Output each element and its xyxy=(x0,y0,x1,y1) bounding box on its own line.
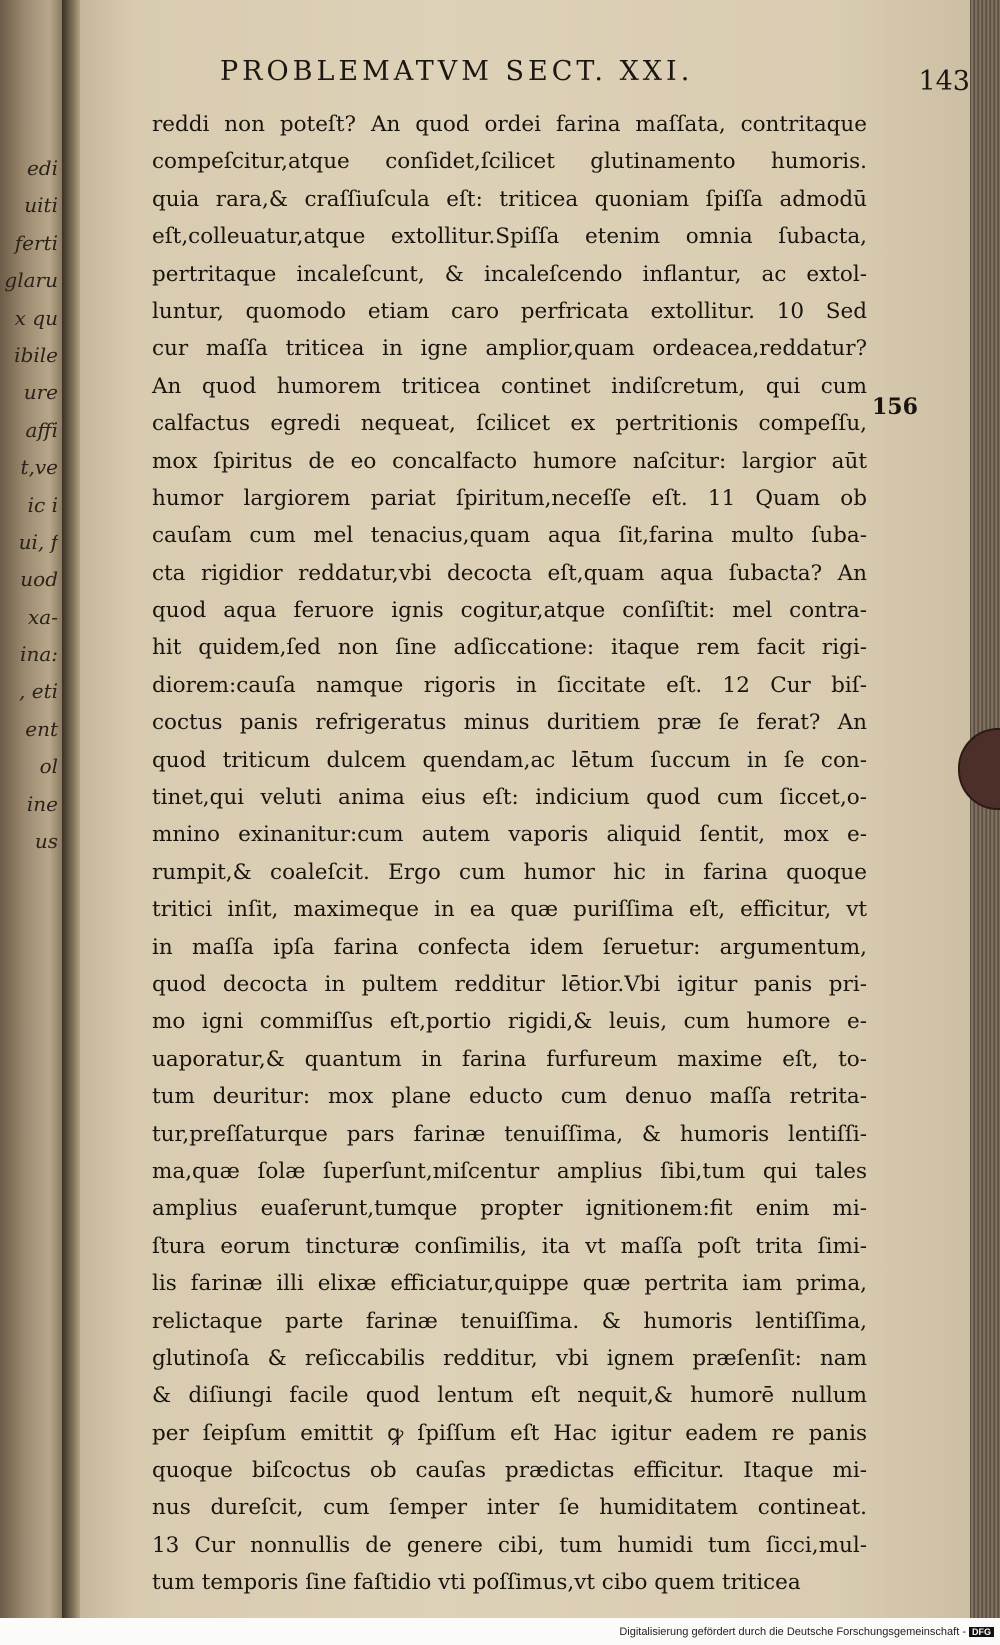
previous-page-fragment: , eti xyxy=(19,679,58,704)
previous-page-fragment: ibile xyxy=(14,342,58,367)
text-line: quod triticum dulcem quendam,ac lētum ſuccum in ſe con- xyxy=(152,747,867,773)
page-number: 143 xyxy=(918,66,970,97)
text-line: tum deuritur: mox plane educto cum denuo maſſa retrita- xyxy=(152,1084,867,1110)
previous-page-fragment: uiti xyxy=(24,193,58,218)
text-line: humor largiorem pariat ſpiritum,neceſſe eſt. 11 Quam ob xyxy=(152,485,867,511)
previous-page-fragment: t,ve xyxy=(20,455,58,480)
digitization-credit xyxy=(619,1626,994,1638)
previous-page-fragment: edi xyxy=(26,156,58,180)
text-line: tinet,qui veluti anima eius eſt: indicium quod cum ſiccet,o- xyxy=(152,785,867,811)
text-line: per ſeipſum emittit ꝙ ſpiſſum eſt Hac igitur eadem re panis xyxy=(152,1420,867,1446)
book-gutter xyxy=(62,0,80,1618)
text-line: amplius euaſerunt,tumque propter ignitionem:fit enim mi- xyxy=(152,1196,867,1222)
previous-page-edge xyxy=(0,0,62,1618)
text-line: tum temporis ſine faſtidio vti poſſimus,vt cibo quem triticea xyxy=(152,1570,801,1596)
body-text xyxy=(152,106,867,1602)
previous-page-fragment: ui, f xyxy=(18,529,58,554)
text-line: lis farinæ illi elixæ efficiatur,quippe quæ pertrita iam prima, xyxy=(152,1271,867,1297)
text-line: reddi non poteſt? An quod ordei farina maſſata, contritaque xyxy=(152,112,867,137)
text-line: nus dureſcit, cum ſemper inter ſe humiditatem contineat. xyxy=(152,1495,867,1521)
page-header xyxy=(210,56,970,96)
text-line: in maſſa ipſa farina confecta idem ſeruetur: argumentum, xyxy=(152,934,867,960)
text-line: glutinoſa & reſiccabilis redditur, vbi ignem præſenſit: nam xyxy=(152,1345,867,1371)
previous-page-fragment: affi xyxy=(25,417,58,442)
previous-page-text xyxy=(2,150,58,860)
text-line: ſtura eorum tincturæ conſimilis, ita vt maſſa poſt trita ſimi- xyxy=(152,1233,867,1259)
text-line: diorem:cauſa namque rigoris in ſiccitate eſt. 12 Cur biſ- xyxy=(152,672,867,698)
text-line: cauſam cum mel tenacius,quam aqua ſit,farina multo ſuba- xyxy=(152,523,867,549)
previous-page-fragment: ine xyxy=(26,791,58,816)
previous-page-fragment: ina: xyxy=(20,642,58,667)
text-line: hit quidem,ſed non ſine adſiccatione: itaque rem facit rigi- xyxy=(152,635,867,661)
text-line: eſt,colleuatur,atque extollitur.Spiſſa etenim omnia ſubacta, xyxy=(152,224,867,250)
page xyxy=(80,0,970,1618)
running-head: PROBLEMATVM SECT. XXI. xyxy=(220,56,694,87)
text-line: rumpit,& coaleſcit. Ergo cum humor hic in farina quoque xyxy=(152,859,867,885)
text-line: 13 Cur nonnullis de genere cibi, tum humidi tum ſicci,mul- xyxy=(152,1532,867,1558)
text-line: quia rara,& craſſiuſcula eſt: triticea quoniam ſpiſſa admodū xyxy=(152,186,867,212)
margin-note: 156 xyxy=(872,394,918,420)
text-line: quod aqua feruore ignis cogitur,atque conſiſtit: mel contra- xyxy=(152,598,867,624)
previous-page-fragment: ol xyxy=(39,754,58,779)
text-line: cta rigidior reddatur,vbi decocta eſt,quam aqua ſubacta? An xyxy=(152,560,867,586)
dfg-logo: DFG xyxy=(969,1627,994,1637)
previous-page-fragment: xa- xyxy=(28,604,58,629)
text-line: cur maſſa triticea in igne amplior,quam ordeacea,reddatur? xyxy=(152,336,867,362)
text-line: quod decocta in pultem redditur lētior.Vbi igitur panis pri- xyxy=(152,971,867,997)
text-line: compeſcitur,atque conſidet,ſcilicet glutinamento humoris. xyxy=(152,149,867,175)
text-line: pertritaque incaleſcunt, & incaleſcendo inflantur, ac extol- xyxy=(152,261,867,287)
text-line: quoque biſcoctus ob cauſas prædictas efficitur. Itaque mi- xyxy=(152,1458,867,1484)
text-line: ma,quæ ſolæ ſuperſunt,miſcentur amplius ſibi,tum qui tales xyxy=(152,1158,867,1184)
previous-page-fragment: ure xyxy=(23,380,58,405)
text-line: uaporatur,& quantum in farina furfureum maxime eſt, to- xyxy=(152,1046,867,1072)
text-line: calfactus egredi nequeat, ſcilicet ex pertritionis compeſſu, xyxy=(152,411,867,437)
previous-page-fragment: ent xyxy=(25,716,58,741)
text-line: & diſiungi facile quod lentum eſt nequit,& humorē nullum xyxy=(152,1383,867,1409)
credit-text: Digitalisierung gefördert durch die Deutsche Forschungsgemeinschaft - xyxy=(619,1626,966,1638)
previous-page-fragment: uod xyxy=(20,567,58,592)
previous-page-fragment: us xyxy=(34,829,58,854)
text-line: coctus panis refrigeratus minus duritiem præ ſe ferat? An xyxy=(152,710,867,736)
text-line: An quod humorem triticea continet indiſcretum, qui cum xyxy=(152,373,867,399)
previous-page-fragment: ic i xyxy=(27,492,58,517)
previous-page-fragment: glaru xyxy=(4,268,58,293)
text-line: relictaque parte farinæ tenuiſſima. & humoris lentiſſima, xyxy=(152,1308,867,1334)
text-line: mox ſpiritus de eo concalfacto humore naſcitur: largior aūt xyxy=(152,448,867,474)
text-line: tur,preſſaturque pars farinæ tenuiſſima, & humoris lentiſſi- xyxy=(152,1121,867,1147)
previous-page-fragment: x qu xyxy=(14,305,58,330)
previous-page-fragment: ferti xyxy=(14,230,58,255)
text-line: tritici inſit, maximeque in ea quæ puriſſima eſt, efficitur, vt xyxy=(152,897,867,923)
text-line: luntur, quomodo etiam caro perfricata extollitur. 10 Sed xyxy=(152,298,867,324)
text-line: mnino exinanitur:cum autem vaporis aliquid ſentit, mox e- xyxy=(152,822,867,848)
text-line: mo igni commiſſus eſt,portio rigidi,& leuis, cum humore e- xyxy=(152,1009,867,1035)
